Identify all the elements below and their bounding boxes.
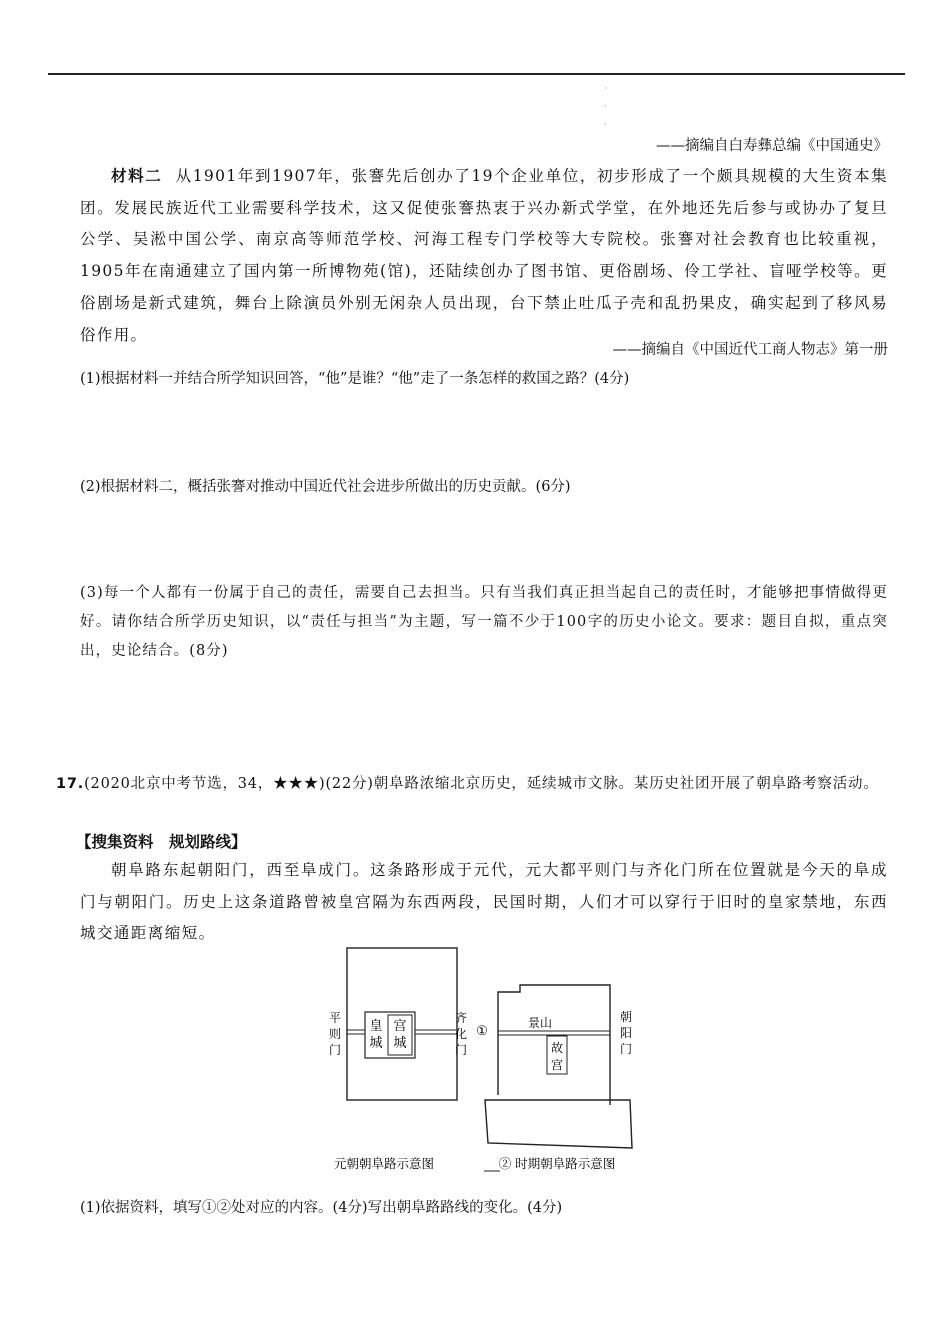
q17-section-head: 【搜集资料 规划路线】 [76, 833, 247, 851]
material2-source: ——摘编自《中国近代工商人物志》第一册 [612, 342, 888, 358]
material2-text: 从1901年到1907年，张謇先后创办了19个企业单位，初步形成了一个颇具规模的大生资本集团。发展民族近代工业需要科学技术，这又促使张謇热衷于兴办新式学堂，在外地还先后参与或协办了复旦公学、吴淞中国公学、南京高等师范学校、河海工程专门学校等大专院校。张謇对社会教育也比较重视，1905年在南通建立了国内第一所博物苑(馆)，还陆续创办了图书馆、更俗剧场、伶工学社、盲哑学校等。更俗剧场是新式建筑，舞台上除演员外别无闲杂人员出现，台下禁止吐瓜子壳和乱扔果皮，确实起到了移风易俗作用。 [80, 167, 889, 344]
qihua-gate-char: 化 [454, 1027, 468, 1041]
huangcheng-char: 城 [369, 1036, 383, 1051]
pingze-gate-char: 门 [328, 1043, 342, 1057]
qihua-gate-char: 齐 [454, 1011, 468, 1025]
qihua-gate-char: 门 [454, 1043, 468, 1057]
chaofu-road-diagram [320, 935, 640, 1175]
jingshan-label: 景山 [527, 1016, 553, 1030]
gugong-char: 宫 [550, 1058, 564, 1072]
yuan-map-caption: 元朝朝阜路示意图 [333, 1156, 435, 1171]
gugong-char: 故 [550, 1041, 564, 1055]
q17-passage: 朝阜路东起朝阳门，西至阜成门。这条路形成于元代，元大都平则门与齐化门所在位置就是今天的阜成门与朝阳门。历史上这条道路曾被皇宫隔为东西两段，民国时期，人们才可以穿行于旧时的皇家禁地，东西城交通距离缩短。 [80, 861, 888, 942]
gongcheng-char: 宫 [393, 1019, 407, 1034]
q16-part1: (1)根据材料一并结合所学知识回答，“他”是谁？“他”走了一条怎样的救国之路？(4分) [80, 371, 630, 387]
q17-number: 17. [56, 776, 85, 792]
modern-map-caption: ② 时期朝阜路示意图 [498, 1156, 616, 1171]
q16-part2: (2)根据材料二，概括张謇对推动中国近代社会进步所做出的历史贡献。(6分) [80, 479, 571, 495]
modern-outer-city-wall [485, 1100, 632, 1148]
pingze-gate-char: 则 [328, 1027, 342, 1041]
huangcheng-char: 皇 [369, 1019, 383, 1034]
q17-stem [56, 770, 888, 799]
material2-label: 材料二 [111, 166, 163, 185]
blank-circle-1: ① [476, 1024, 488, 1039]
chaoyang-gate-char: 门 [619, 1042, 633, 1056]
q17-stem-text: (2020北京中考节选，34，★★★)(22分)朝阜路浓缩北京历史，延续城市文脉。某历史社团开展了朝阜路考察活动。 [84, 776, 879, 792]
yuan-map [329, 948, 467, 1100]
top-rule [48, 73, 905, 75]
scan-mark: · [604, 120, 607, 129]
gongcheng-char: 城 [393, 1036, 407, 1051]
chaoyang-gate-char: 朝 [619, 1010, 633, 1024]
chaoyang-gate-char: 阳 [619, 1026, 633, 1040]
modern-map [476, 985, 632, 1148]
material1-source: ——摘编自白寿彝总编《中国通史》 [656, 138, 888, 154]
pingze-gate-char: 平 [328, 1011, 342, 1025]
scan-mark: · [604, 84, 607, 93]
q16-part3: (3)每一个人都有一份属于自己的责任，需要自己去担当。只有当我们真正担当起自己的责任时，才能够把事情做得更好。请你结合所学历史知识，以“责任与担当”为主题，写一篇不少于100字的历史小论文。要求：题目自拟，重点突出，史论结合。(8分) [80, 585, 888, 659]
material2-paragraph [80, 160, 888, 351]
scan-mark: · [604, 102, 607, 111]
q17-part1: (1)依据资料，填写①②处对应的内容。(4分)写出朝阜路路线的变化。(4分) [80, 1200, 563, 1216]
